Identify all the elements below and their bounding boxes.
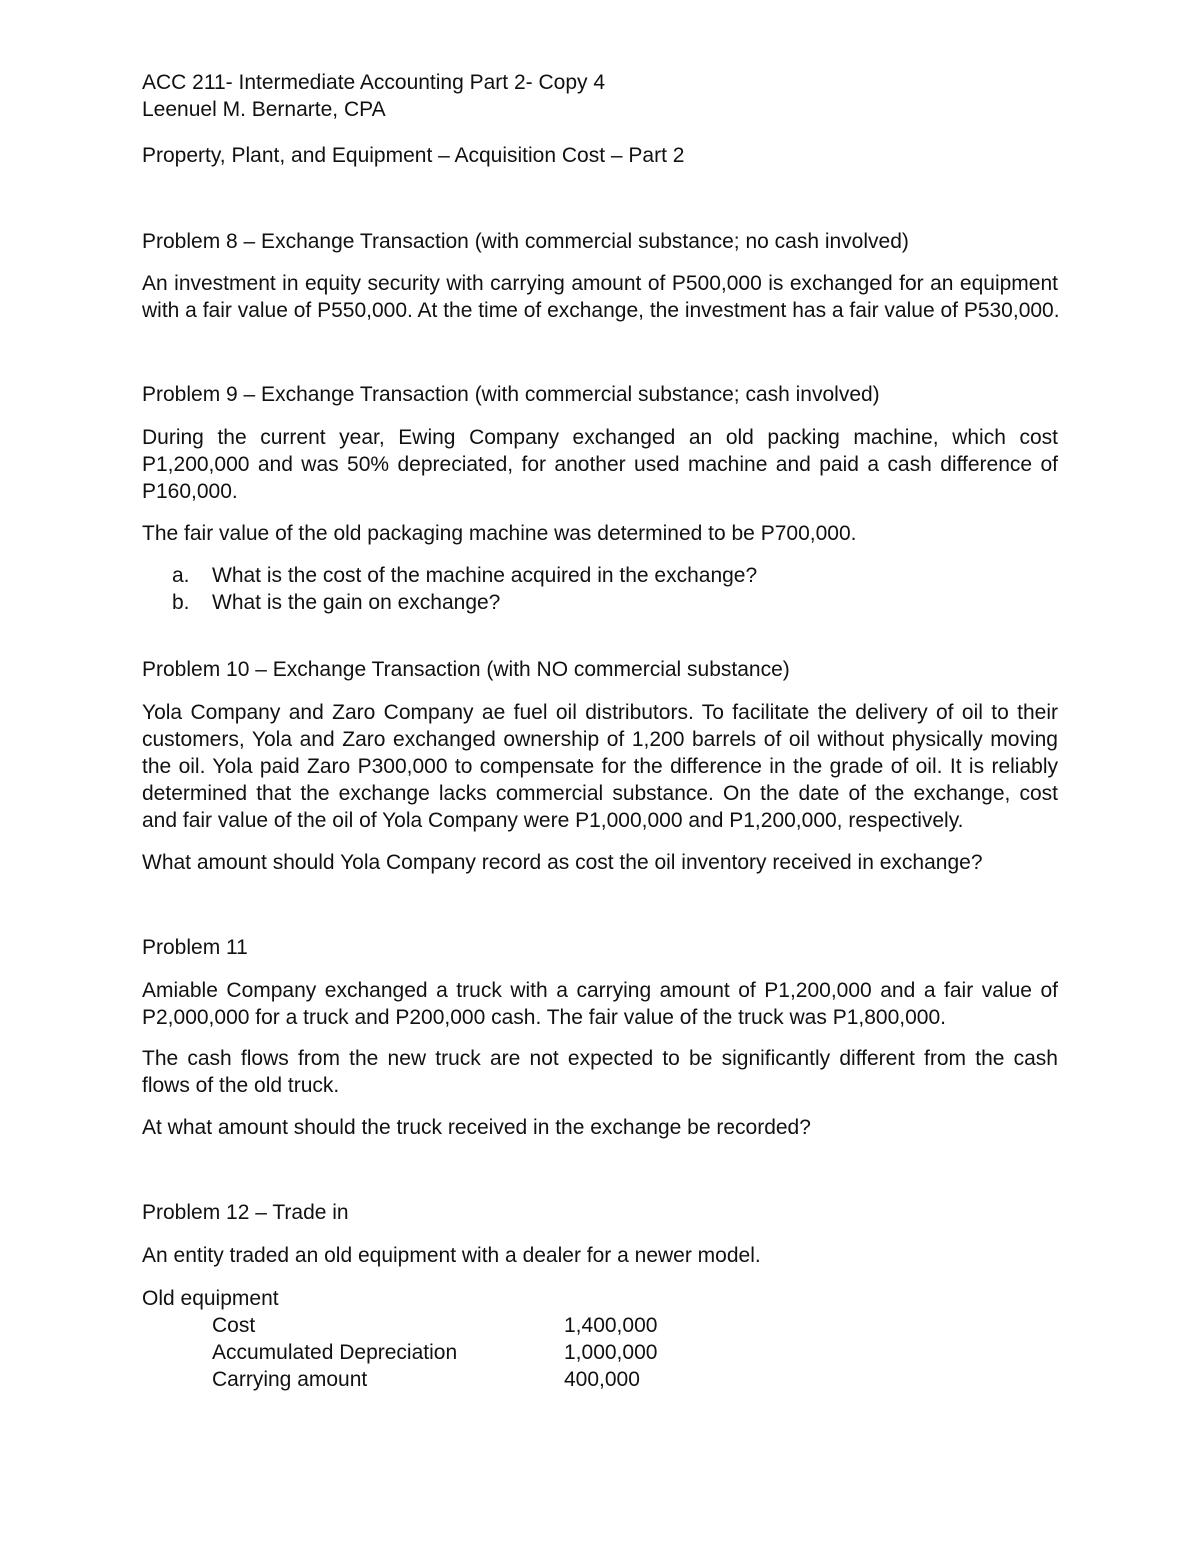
- problem-8-line: An investment in equity security with carrying amount of P500,000 is exchanged for an equipment: [142, 272, 1058, 295]
- problem-11-line: Amiable Company exchanged a truck with a carrying amount of P1,200,000 and a fair value of: [142, 979, 1058, 1002]
- row-label: Cost: [212, 1314, 256, 1337]
- problem-11-title: Problem 11: [142, 936, 248, 959]
- problem-11-body: [142, 977, 1058, 1031]
- problem-11-question: At what amount should the truck received in the exchange be recorded?: [142, 1116, 811, 1139]
- question-marker: b.: [172, 591, 190, 614]
- problem-9-fair-value: The fair value of the old packaging machine was determined to be P700,000.: [142, 522, 857, 545]
- problem-9-line: P1,200,000 and was 50% depreciated, for another used machine and paid a cash difference of: [142, 453, 1058, 476]
- problem-9-line: During the current year, Ewing Company exchanged an old packing machine, which cost: [142, 426, 1058, 449]
- topic-heading: Property, Plant, and Equipment – Acquisition Cost – Part 2: [142, 144, 685, 167]
- question-text: What is the gain on exchange?: [212, 591, 501, 614]
- problem-12-intro: An entity traded an old equipment with a dealer for a newer model.: [142, 1244, 761, 1267]
- problem-8-body: [142, 270, 1058, 324]
- problem-10-line: and fair value of the oil of Yola Company were P1,000,000 and P1,200,000, respectively.: [142, 809, 964, 832]
- row-label: Carrying amount: [212, 1368, 368, 1391]
- problem-10-line: customers, Yola and Zaro exchanged ownership of 1,200 barrels of oil without physically moving: [142, 728, 1058, 751]
- problem-9-title: Problem 9 – Exchange Transaction (with commercial substance; cash involved): [142, 383, 880, 406]
- row-value: 1,400,000: [564, 1314, 658, 1337]
- problem-11-line: P2,000,000 for a truck and P200,000 cash. The fair value of the truck was P1,800,000.: [142, 1006, 946, 1029]
- problem-10-line: the oil. Yola paid Zaro P300,000 to compensate for the difference in the grade of oil. It is reliably: [142, 755, 1058, 778]
- old-equipment-heading: Old equipment: [142, 1287, 279, 1310]
- row-value: 400,000: [564, 1368, 640, 1391]
- problem-8-line: with a fair value of P550,000. At the time of exchange, the investment has a fair value of P530,000.: [142, 299, 1060, 322]
- problem-10-title: Problem 10 – Exchange Transaction (with NO commercial substance): [142, 658, 790, 681]
- problem-10-body: [142, 699, 1058, 834]
- problem-10-line: determined that the exchange lacks commercial substance. On the date of the exchange, cost: [142, 782, 1058, 805]
- problem-11-cashflow-line: The cash flows from the new truck are not expected to be significantly different from the cash: [142, 1047, 1058, 1070]
- problem-9-body: [142, 424, 1058, 505]
- problem-10-question: What amount should Yola Company record as cost the oil inventory received in exchange?: [142, 851, 983, 874]
- problem-9-line: P160,000.: [142, 480, 238, 503]
- question-text: What is the cost of the machine acquired in the exchange?: [212, 564, 758, 587]
- row-value: 1,000,000: [564, 1341, 658, 1364]
- author-name: Leenuel M. Bernarte, CPA: [142, 98, 386, 121]
- question-marker: a.: [172, 564, 190, 587]
- problem-8-title: Problem 8 – Exchange Transaction (with commercial substance; no cash involved): [142, 230, 909, 253]
- problem-11-cashflow: [142, 1045, 1058, 1099]
- problem-10-line: Yola Company and Zaro Company ae fuel oil distributors. To facilitate the delivery of oil to their: [142, 701, 1058, 724]
- problem-12-title: Problem 12 – Trade in: [142, 1201, 349, 1224]
- row-label: Accumulated Depreciation: [212, 1341, 458, 1364]
- course-title: ACC 211- Intermediate Accounting Part 2- Copy 4: [142, 71, 606, 94]
- problem-11-cashflow-line: flows of the old truck.: [142, 1074, 340, 1097]
